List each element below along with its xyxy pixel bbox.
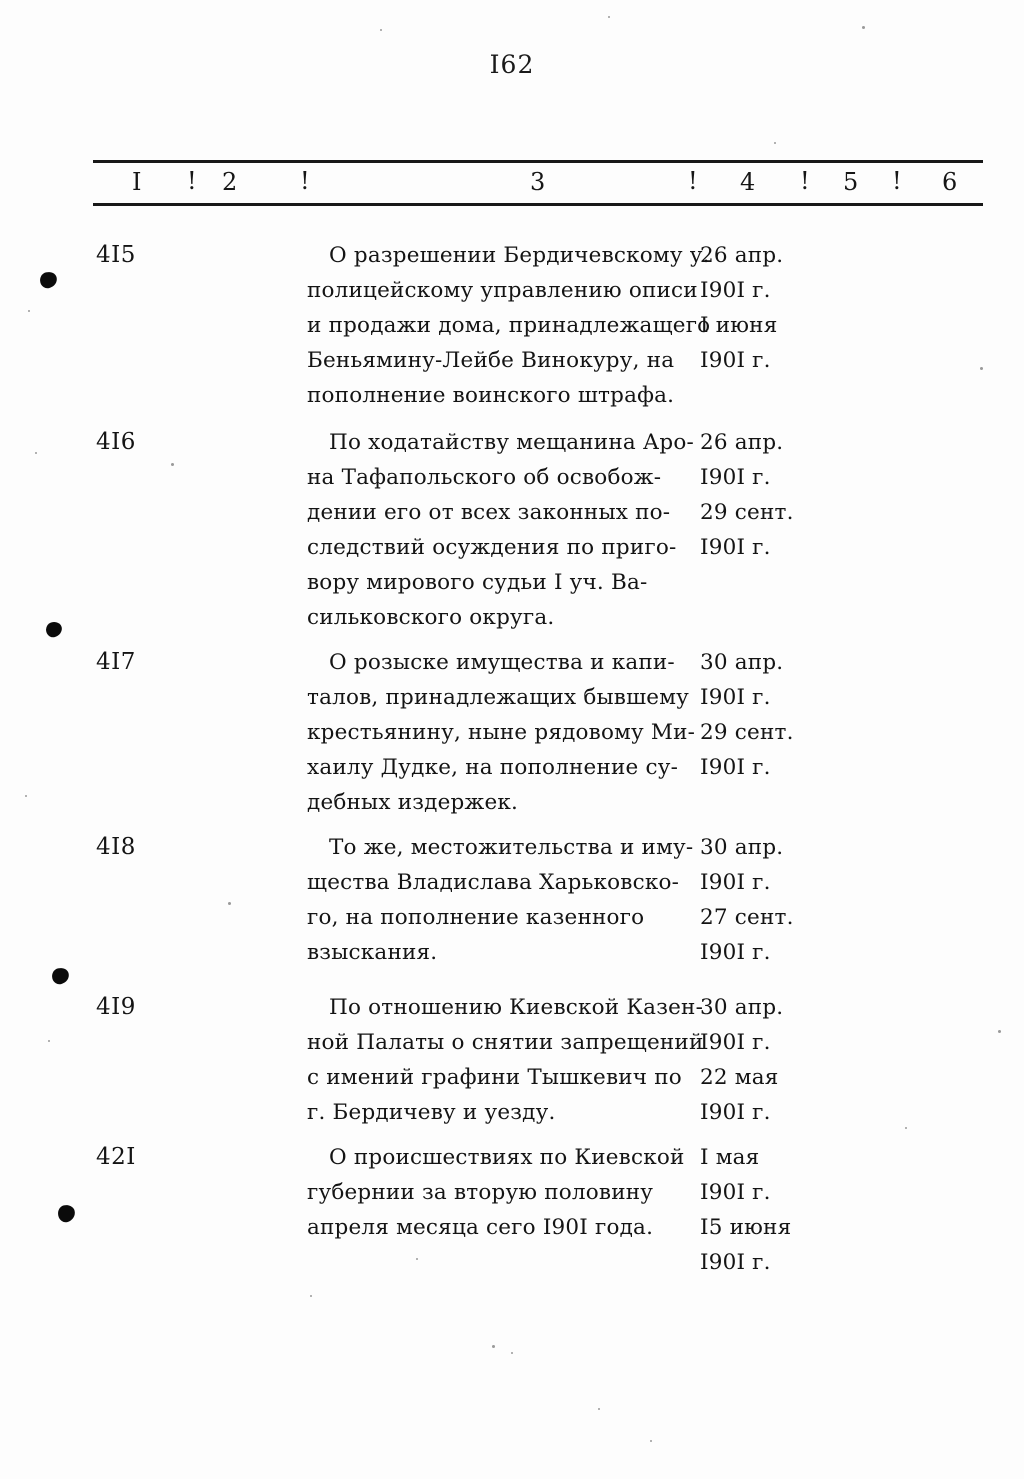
entry-description-line: дении его от всех законных по- [307,500,671,525]
entry-dates [700,990,880,1130]
entry-description [307,645,696,820]
entry-description-line: хаилу Дудке, на пополнение су- [307,755,679,780]
dust-speck-artifact [48,1040,50,1042]
dust-speck-artifact [598,1408,600,1410]
column-separator-3: ! [688,167,698,195]
dust-speck-artifact [650,1440,652,1442]
table-column-header-band [93,160,983,206]
column-separator-5: ! [892,167,902,195]
ink-blot-artifact [56,1203,77,1224]
dust-speck-artifact [416,1258,418,1260]
entry-description-line: дебных издержек. [307,790,519,815]
column-header-4: 4 [740,168,756,196]
entry-description-line: апреля месяца сего I90I года. [307,1215,654,1240]
page-number: I62 [489,50,535,79]
entry-number: 4I6 [96,429,136,455]
entry-date-line: I90I г. [700,940,771,965]
dust-speck-artifact [511,1352,513,1354]
entry-date-line: I90I г. [700,755,771,780]
entry-description-line: То же, местожительства и иму- [329,835,694,860]
entry-description-line: ной Палаты о снятии запрещений [307,1030,704,1055]
dust-speck-artifact [380,29,382,31]
dust-speck-artifact [171,463,174,466]
entry-date-line: I мая [700,1145,760,1170]
entry-description-line: По ходатайству мещанина Аро- [329,430,694,455]
entry-description [307,425,694,635]
entry-date-line: I90I г. [700,1180,771,1205]
column-header-2: 2 [222,168,238,196]
entry-description-line: и продажи дома, принадлежащего [307,313,711,338]
entry-description-line: О розыске имущества и капи- [329,650,675,675]
entry-date-line: 26 апр. [700,430,784,455]
dust-speck-artifact [862,26,865,29]
entry-description [307,830,694,970]
dust-speck-artifact [25,795,27,797]
ink-blot-artifact [38,270,58,290]
entry-description-line: сильковского округа. [307,605,555,630]
dust-speck-artifact [998,1030,1001,1033]
entry-date-line: I90I г. [700,870,771,895]
dust-speck-artifact [774,142,776,144]
entry-date-line: 30 апр. [700,995,784,1020]
entry-date-line: I90I г. [700,1100,771,1125]
entry-description-line: на Тафапольского об освобож- [307,465,662,490]
entry-description-line: талов, принадлежащих бывшему [307,685,689,710]
entry-date-line: 30 апр. [700,835,784,860]
entry-description-line: О происшествиях по Киевской [329,1145,685,1170]
entry-description-line: го, на пополнение казенного [307,905,645,930]
column-separator-2: ! [300,167,310,195]
entry-description-line: крестьянину, ныне рядовому Ми- [307,720,696,745]
column-header-1: I [132,168,142,196]
entry-date-line: I90I г. [700,1030,771,1055]
entry-number: 4I5 [96,242,136,268]
entry-number: 4I9 [96,994,136,1020]
entry-description-line: следствий осуждения по приго- [307,535,677,560]
entry-date-line: 26 апр. [700,243,784,268]
entry-description-line: губернии за вторую половину [307,1180,654,1205]
entry-date-line: 22 мая [700,1065,779,1090]
column-header-3: 3 [530,168,546,196]
entry-description-line: пополнение воинского штрафа. [307,383,675,408]
column-header-6: 6 [942,168,958,196]
entry-date-line: I5 июня [700,1215,792,1240]
entry-description-line: полицейскому управлению описи [307,278,698,303]
entry-description-line: с имений графини Тышкевич по [307,1065,682,1090]
dust-speck-artifact [492,1345,495,1348]
entry-number: 42I [96,1144,136,1170]
entry-date-line: 27 сент. [700,905,794,930]
entry-date-line: I90I г. [700,1250,771,1275]
header-rule-top [93,160,983,163]
ink-blot-artifact [50,966,70,986]
column-separator-4: ! [800,167,810,195]
entry-description [307,990,704,1130]
entry-number: 4I8 [96,834,136,860]
entry-date-line: I июня [700,313,778,338]
entry-description-line: О разрешении Бердичевскому у. [329,243,710,268]
entry-description-line: взыскания. [307,940,438,965]
dust-speck-artifact [905,1127,907,1129]
ink-blot-artifact [44,620,63,638]
entry-dates [700,1140,880,1280]
entry-dates [700,645,880,785]
entry-description-line: По отношению Киевской Казен- [329,995,704,1020]
entry-number: 4I7 [96,649,136,675]
entry-dates [700,830,880,970]
dust-speck-artifact [28,310,30,312]
dust-speck-artifact [608,16,610,18]
column-separator-1: ! [187,167,197,195]
entry-date-line: I90I г. [700,348,771,373]
dust-speck-artifact [980,367,983,370]
entry-date-line: 30 апр. [700,650,784,675]
entry-date-line: I90I г. [700,278,771,303]
dust-speck-artifact [228,902,231,905]
entry-date-line: I90I г. [700,535,771,560]
entry-description-line: щества Владислава Харьковско- [307,870,680,895]
entry-date-line: 29 сент. [700,720,794,745]
entry-dates [700,425,880,565]
entry-description [307,238,711,413]
entry-date-line: I90I г. [700,685,771,710]
entry-description-line: г. Бердичеву и уезду. [307,1100,556,1125]
entry-description [307,1140,687,1245]
header-rule-bottom [93,203,983,206]
column-header-5: 5 [843,168,859,196]
dust-speck-artifact [35,452,37,454]
entry-description-line: вору мирового судьи I уч. Ва- [307,570,648,595]
entry-description-line: Беньямину-Лейбе Винокуру, на [307,348,675,373]
entry-dates [700,238,880,378]
entry-date-line: I90I г. [700,465,771,490]
dust-speck-artifact [310,1295,312,1297]
entry-date-line: 29 сент. [700,500,794,525]
